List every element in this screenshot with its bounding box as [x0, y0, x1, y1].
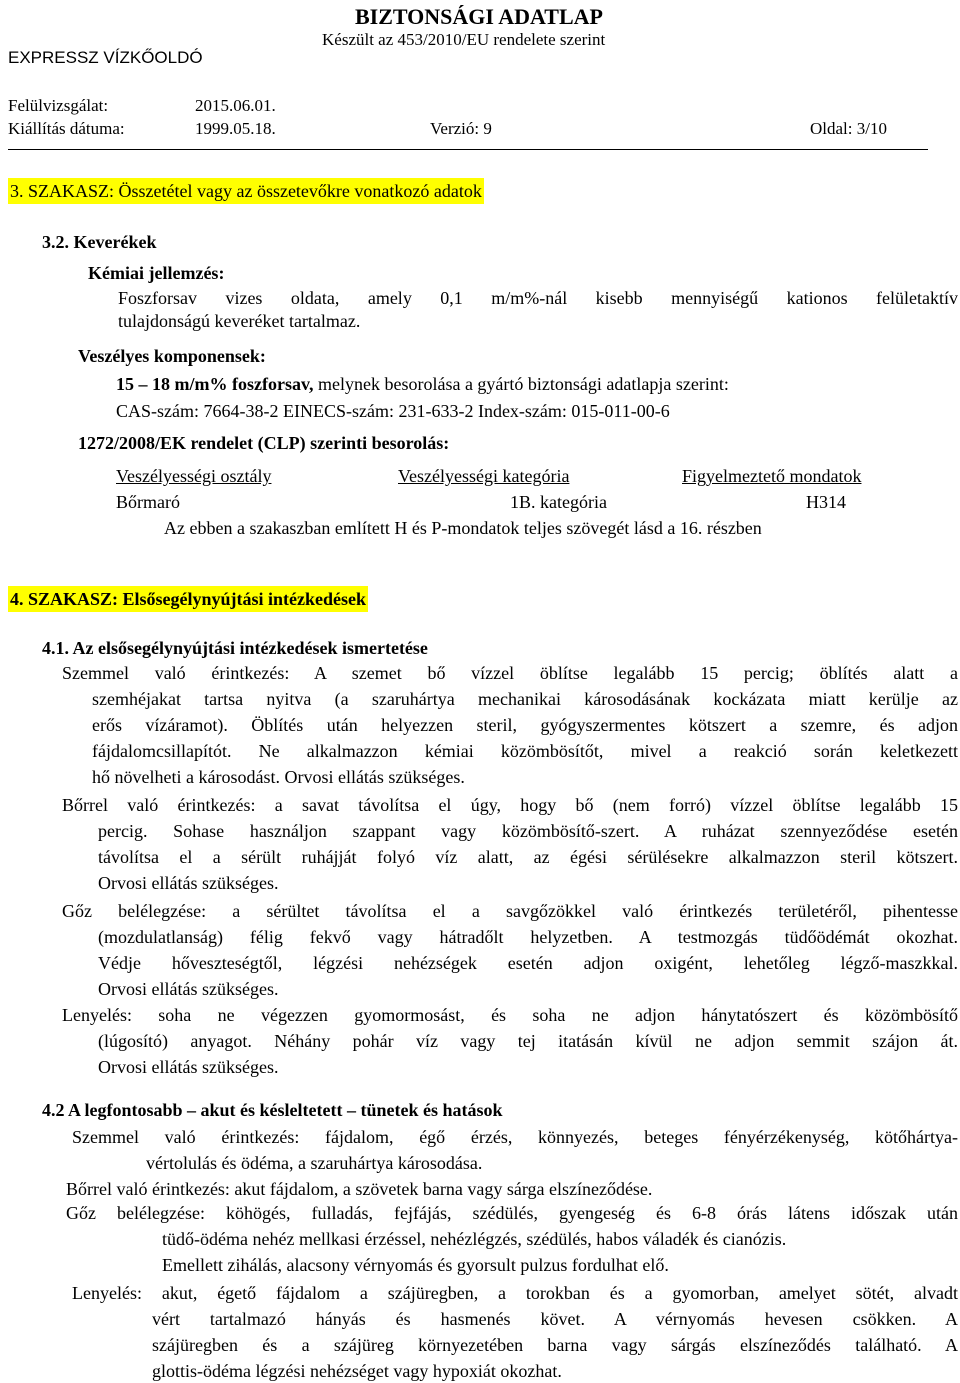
- section3-note: Az ebben a szakaszban említett H és P-mondatok teljes szövegét lásd a 16. részben: [164, 518, 762, 538]
- symptom-ingest-line: glottis-ödéma légzési nehézséget vagy hypoxiát okozhat.: [152, 1361, 562, 1381]
- symptom-ingest-line: Lenyelés: akut, égető fájdalom a szájüregben, a torokban és a gyomorban, amelyet sötét, alvadt: [72, 1283, 958, 1303]
- issue-date: 1999.05.18.: [195, 119, 276, 138]
- section3-heading: 3. SZAKASZ: Összetétel vagy az összetevőkre vonatkozó adatok: [8, 178, 484, 204]
- table-header-category: Veszélyességi kategória: [398, 466, 570, 486]
- firstaid-ingest-line: Lenyelés: soha ne végezzen gyomormosást, és soha ne adjon hánytatószert és közömbösítő: [62, 1005, 958, 1025]
- version: Verzió: 9: [430, 119, 492, 138]
- document-subtitle: Készült az 453/2010/EU rendelete szerint: [322, 30, 606, 49]
- symptom-ingest-line: vért tartalmazó hányás és hasmenés követ. A vérnyomás hevesen csökken. A: [152, 1309, 958, 1329]
- symptom-eye-line: Szemmel való érintkezés: fájdalom, égő érzés, könnyezés, beteges fényérzékenység, kötőhártya-: [72, 1127, 958, 1147]
- document-title: BIZTONSÁGI ADATLAP: [355, 4, 603, 29]
- section3-sub-heading: 3.2. Keverékek: [42, 232, 157, 252]
- chem-text-line: Foszforsav vizes oldata, amely 0,1 m/m%-nál kisebb mennyiségű kationos felületaktív: [118, 288, 958, 308]
- table-cell-category: 1B. kategória: [510, 492, 607, 512]
- firstaid-skin-line: percig. Sohase használjon szappant vagy közömbösítő-szert. A ruházat szennyeződése esetén: [98, 821, 958, 841]
- firstaid-skin-line: Orvosi ellátás szükséges.: [98, 873, 279, 893]
- hazard-label: Veszélyes komponensek:: [78, 346, 266, 366]
- firstaid-ingest-line: (lúgosító) anyagot. Néhány pohár víz vagy tej itatásán kívül ne adjon semmit szájon át.: [98, 1031, 958, 1051]
- table-header-class: Veszélyességi osztály: [116, 466, 272, 486]
- page-number: Oldal: 3/10: [810, 119, 887, 138]
- table-header-statements: Figyelmeztető mondatok: [682, 466, 862, 486]
- firstaid-eye-line: fájdalomcsillapítót. Ne alkalmazzon kémiai közömbösítőt, mivel a reakció során keletkezett: [92, 741, 958, 761]
- symptom-skin-line: Bőrrel való érintkezés: akut fájdalom, a szövetek barna vagy sárga elszíneződése.: [66, 1179, 653, 1199]
- symptom-inhale-line: Gőz belélegzése: köhögés, fulladás, fejfájás, szédülés, gyengeség és 6-8 órás látens időszak után: [66, 1203, 958, 1223]
- issue-label: Kiállítás dátuma:: [8, 119, 125, 138]
- firstaid-ingest-line: Orvosi ellátás szükséges.: [98, 1057, 279, 1077]
- review-date: 2015.06.01.: [195, 96, 276, 115]
- component-line: [116, 373, 729, 395]
- component-lead: 15 – 18 m/m% foszforsav,: [116, 374, 314, 394]
- symptom-eye-line: vértolulás és ödéma, a szaruhártya károsodása.: [146, 1153, 483, 1173]
- section4-heading: 4. SZAKASZ: Elsősegélynyújtási intézkedések: [8, 586, 368, 612]
- firstaid-eye-line: hő növelheti a károsodást. Orvosi ellátás szükséges.: [92, 767, 465, 787]
- section4-sub2: 4.2 A legfontosabb – akut és késleltetett – tünetek és hatások: [42, 1100, 503, 1120]
- firstaid-eye-line: Szemmel való érintkezés: A szemet bő vízzel öblítse legalább 15 percig; öblítés alatt a: [62, 663, 958, 683]
- table-cell-class: Bőrmaró: [116, 492, 180, 512]
- firstaid-inhale-line: Védje hőveszteségtől, légzési nehézségek esetén adjon oxigént, lehetőleg légző-maszkkal.: [98, 953, 958, 973]
- review-label: Felülvizsgálat:: [8, 96, 109, 115]
- firstaid-inhale-line: Orvosi ellátás szükséges.: [98, 979, 279, 999]
- chem-text-line: tulajdonságú keveréket tartalmaz.: [118, 311, 361, 331]
- symptom-inhale-line: Emellett zihálás, alacsony vérnyomás és gyorsult pulzus fordulhat elő.: [162, 1255, 669, 1275]
- firstaid-skin-line: Bőrrel való érintkezés: a savat távolítsa el úgy, hogy bő (nem forró) vízzel öblítse legalább 15: [62, 795, 958, 815]
- symptom-inhale-line: tüdő-ödéma nehéz mellkasi érzéssel, nehézlégzés, szédülés, habos váladék és cianózis.: [162, 1229, 787, 1249]
- chem-label: Kémiai jellemzés:: [88, 263, 225, 283]
- company-name: EXPRESSZ VÍZKŐOLDÓ: [8, 48, 203, 67]
- firstaid-eye-line: erős vízáramot). Öblítés után helyezzen steril, gyógyszermentes kötszert a szemre, és adjon: [92, 715, 958, 735]
- section4-sub1: 4.1. Az elsősegélynyújtási intézkedések ismertetése: [42, 638, 428, 658]
- firstaid-inhale-line: Gőz belélegzése: a sérültet távolítsa el a savgőzökkel való érintkezés területéről, pihentesse: [62, 901, 958, 921]
- firstaid-skin-line: távolítsa el a sérült ruhájját folyó víz alatt, az égési sérülésekre alkalmazzon steril kötszert.: [98, 847, 958, 867]
- cas-line: CAS-szám: 7664-38-2 EINECS-szám: 231-633-2 Index-szám: 015-011-00-6: [116, 401, 670, 421]
- firstaid-inhale-line: (mozdulatlanság) félig fekvő vagy hátradőlt helyzetben. A testmozgás tüdőödémát okozhat.: [98, 927, 958, 947]
- component-rest: melynek besorolása a gyártó biztonsági adatlapja szerint:: [313, 374, 729, 394]
- table-cell-statement: H314: [806, 492, 846, 512]
- symptom-ingest-line: szájüregben és a szájüreg környezetében barna vagy sárgás elszíneződés található. A: [152, 1335, 958, 1355]
- clp-label: 1272/2008/EK rendelet (CLP) szerinti besorolás:: [78, 433, 450, 453]
- firstaid-eye-line: szemhéjakat tartsa nyitva (a szaruhártya mechanikai károsodásának kockázata miatt kerülje az: [92, 689, 958, 709]
- header-divider: [8, 149, 928, 150]
